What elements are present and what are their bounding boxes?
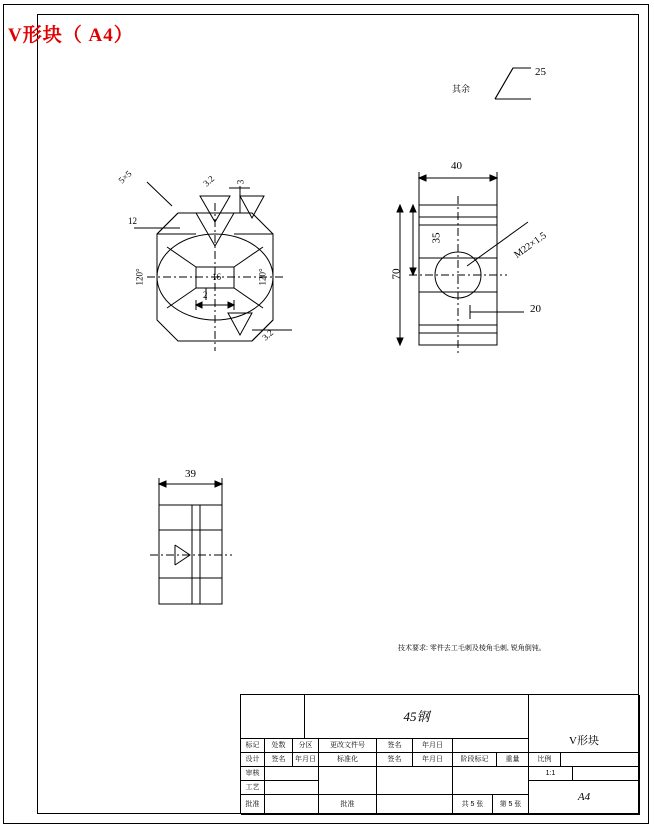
tb-row2-c1: 设计 (241, 753, 265, 767)
tb-row2-c3: 年月日 (293, 753, 319, 767)
dim-width-16: 16 (212, 272, 221, 282)
dim-offset-20: 20 (530, 303, 541, 315)
tb-row2-c4: 标准化 (319, 753, 377, 767)
tb-approve-cell: 批准 (319, 795, 377, 815)
tb-footer-current: 第 5 张 (493, 795, 529, 815)
tb-row1-c4: 更改文件号 (319, 739, 377, 753)
tb-row1-c2: 处数 (265, 739, 293, 753)
tb-row2-c2: 签名 (265, 753, 293, 767)
tb-mid-blank-3 (265, 795, 319, 815)
material-cell: 45钢 (305, 695, 529, 739)
tb-row1-c6: 年月日 (413, 739, 453, 753)
tb-row1-c7 (453, 739, 529, 753)
tb-scale-label: 比例 (529, 753, 561, 767)
dim-width-40: 40 (451, 160, 462, 172)
surface-finish-value: 25 (535, 66, 546, 78)
title-block (240, 694, 639, 814)
part-name-cell: V形块 (529, 695, 640, 753)
tb-mid-blank-4 (319, 767, 377, 795)
dim-height-3: 3 (235, 179, 246, 185)
dim-width-39: 39 (185, 468, 196, 480)
tb-left-label-1: 审核 (241, 767, 265, 781)
tb-blank-rt (561, 753, 640, 767)
dim-thread-m22: M22×1.5 (512, 230, 549, 261)
tb-scale-value: 1:1 (529, 767, 573, 781)
sheet-size-cell: A4 (529, 781, 640, 815)
tb-mid-blank-6 (377, 795, 453, 815)
tb-left-label-2: 工艺 (241, 781, 265, 795)
page-title: V形块（ A4） (8, 25, 134, 46)
dim-height-35: 35 (430, 232, 443, 244)
tb-mid-blank-1 (265, 767, 319, 781)
dim-chamfer-5x5: 5×5 (116, 168, 134, 186)
angle-left-120: 120° (134, 268, 145, 286)
tb-mid-blank-5 (377, 767, 453, 795)
tb-row1-c1: 标记 (241, 739, 265, 753)
roughness-front-b: 3.2 (260, 327, 276, 343)
tb-stage-label: 阶段标记 (453, 753, 497, 767)
dim-height-70: 70 (390, 268, 403, 280)
roughness-front-a: 3.2 (201, 173, 217, 189)
tb-weight-label: 重量 (497, 753, 529, 767)
tb-scale-blank (573, 767, 640, 781)
tb-footer-total: 共 5 张 (453, 795, 493, 815)
technical-requirements-note: 技术要求: 零件去工毛刺及棱角毛刺, 锐角倒钝。 (398, 645, 546, 652)
tb-stage-blank (453, 767, 529, 795)
tb-left-label-3: 批准 (241, 795, 265, 815)
tb-row1-c5: 签名 (377, 739, 413, 753)
tb-row1-c3: 分区 (293, 739, 319, 753)
dim-width-2: 2 (203, 290, 208, 300)
tb-row2-c5: 签名 (377, 753, 413, 767)
dim-depth-12: 12 (128, 216, 137, 226)
surface-finish-label: 其余 (452, 84, 471, 94)
angle-right-120: 120° (257, 268, 268, 286)
tb-row2-c6: 年月日 (413, 753, 453, 767)
tb-mid-blank-2 (265, 781, 319, 795)
tb-blank-left-top (241, 695, 305, 739)
